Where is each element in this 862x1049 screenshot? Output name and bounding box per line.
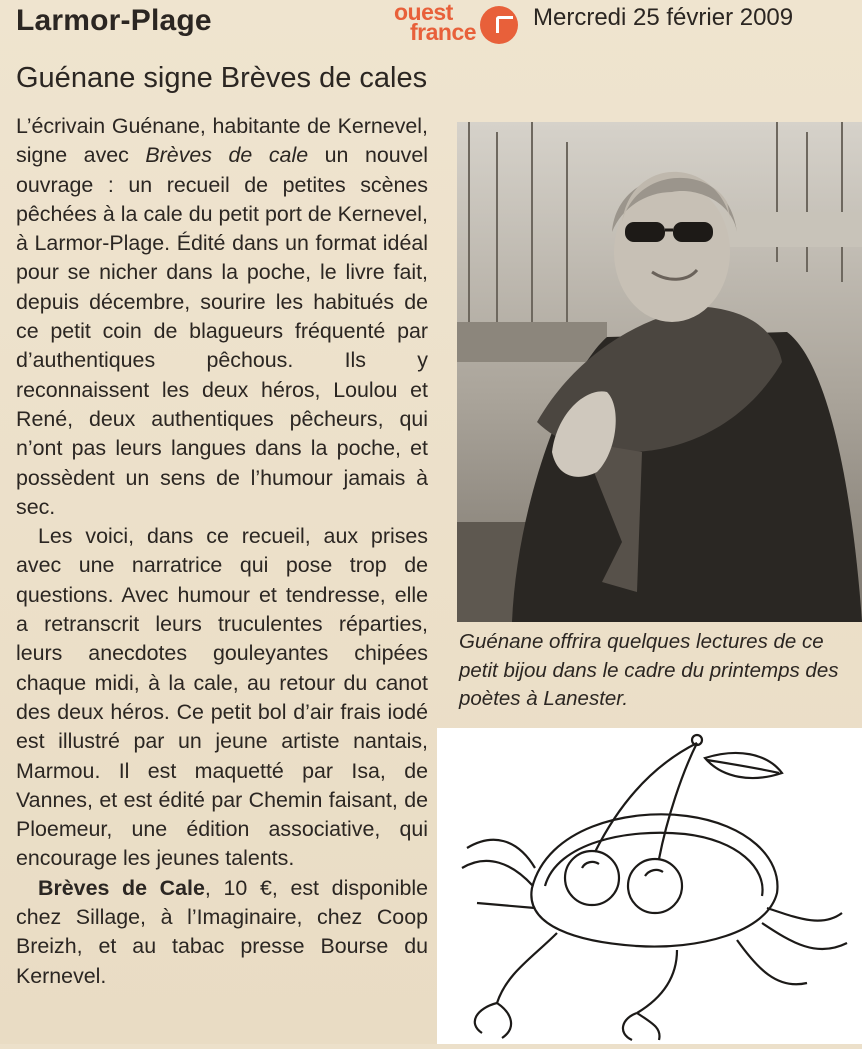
paragraph-2: Les voici, dans ce recueil, aux prises avec une narratrice qui pose trop de questions. Avec humour et tendresse, elle a retranscrit leurs truculentes réparties, leurs anecdotes gouleyantes chipées chaque midi, à la cale, au retour du canot des deux héros. Ce petit bol d’air frais iodé est illustré par un jeune artiste nantais, Marmou. Il est maquetté par Isa, de Vannes, et est édité par Chemin faisant, de Ploemeur, une édition associative, qui encourage les jeunes talents.	[16, 524, 428, 871]
logo-word-france: france	[410, 19, 477, 45]
crab-cherries-drawing	[437, 728, 862, 1044]
article-body	[16, 112, 428, 991]
p1-text-a: L’écrivain Guénane, habitante de Kernevel, signe avec	[16, 114, 428, 168]
book-title-italic: Brèves de cale	[145, 143, 309, 168]
p3-text: , 10 €, est disponible chez Sillage, à l’Imaginaire, chez Coop Breizh, et au tabac presse Bourse du Kernevel.	[16, 875, 428, 988]
section-title: Larmor-Plage	[16, 4, 212, 37]
publication-date: Mercredi 25 février 2009	[533, 4, 794, 31]
paragraph-1	[16, 112, 428, 522]
paragraph-3	[16, 874, 428, 991]
book-title-bold: Brèves de Cale	[38, 875, 205, 900]
logo-circle-icon	[480, 6, 518, 44]
logo-word-ouest: ouest	[394, 0, 453, 25]
author-photo	[457, 122, 862, 622]
crab-cherries-illustration	[437, 728, 862, 1044]
ouest-france-logo	[392, 2, 520, 52]
p1-text-b: un nouvel ouvrage : un recueil de petites scènes pêchées à la cale du petit port de Kernevel, à Larmor-Plage. Édité dans un format idéal pour se nicher dans la poche, le livre fait, depuis décembre, sourire les habitués de ce petit coin de blagueurs fréquenté par d’authentiques pêchous. Ils y reconnaissent les deux héros, Loulou et René, deux authentiques pêcheurs, qui n’ont pas leurs langues dans la poche, et possèdent un sens de l’humour jamais à sec.	[16, 143, 428, 519]
author-photo-image	[457, 122, 862, 622]
photo-caption: Guénane offrira quelques lectures de ce petit bijou dans le cadre du printemps des poètes à Lanester.	[459, 630, 839, 710]
article-headline: Guénane signe Brèves de cales	[16, 62, 428, 94]
